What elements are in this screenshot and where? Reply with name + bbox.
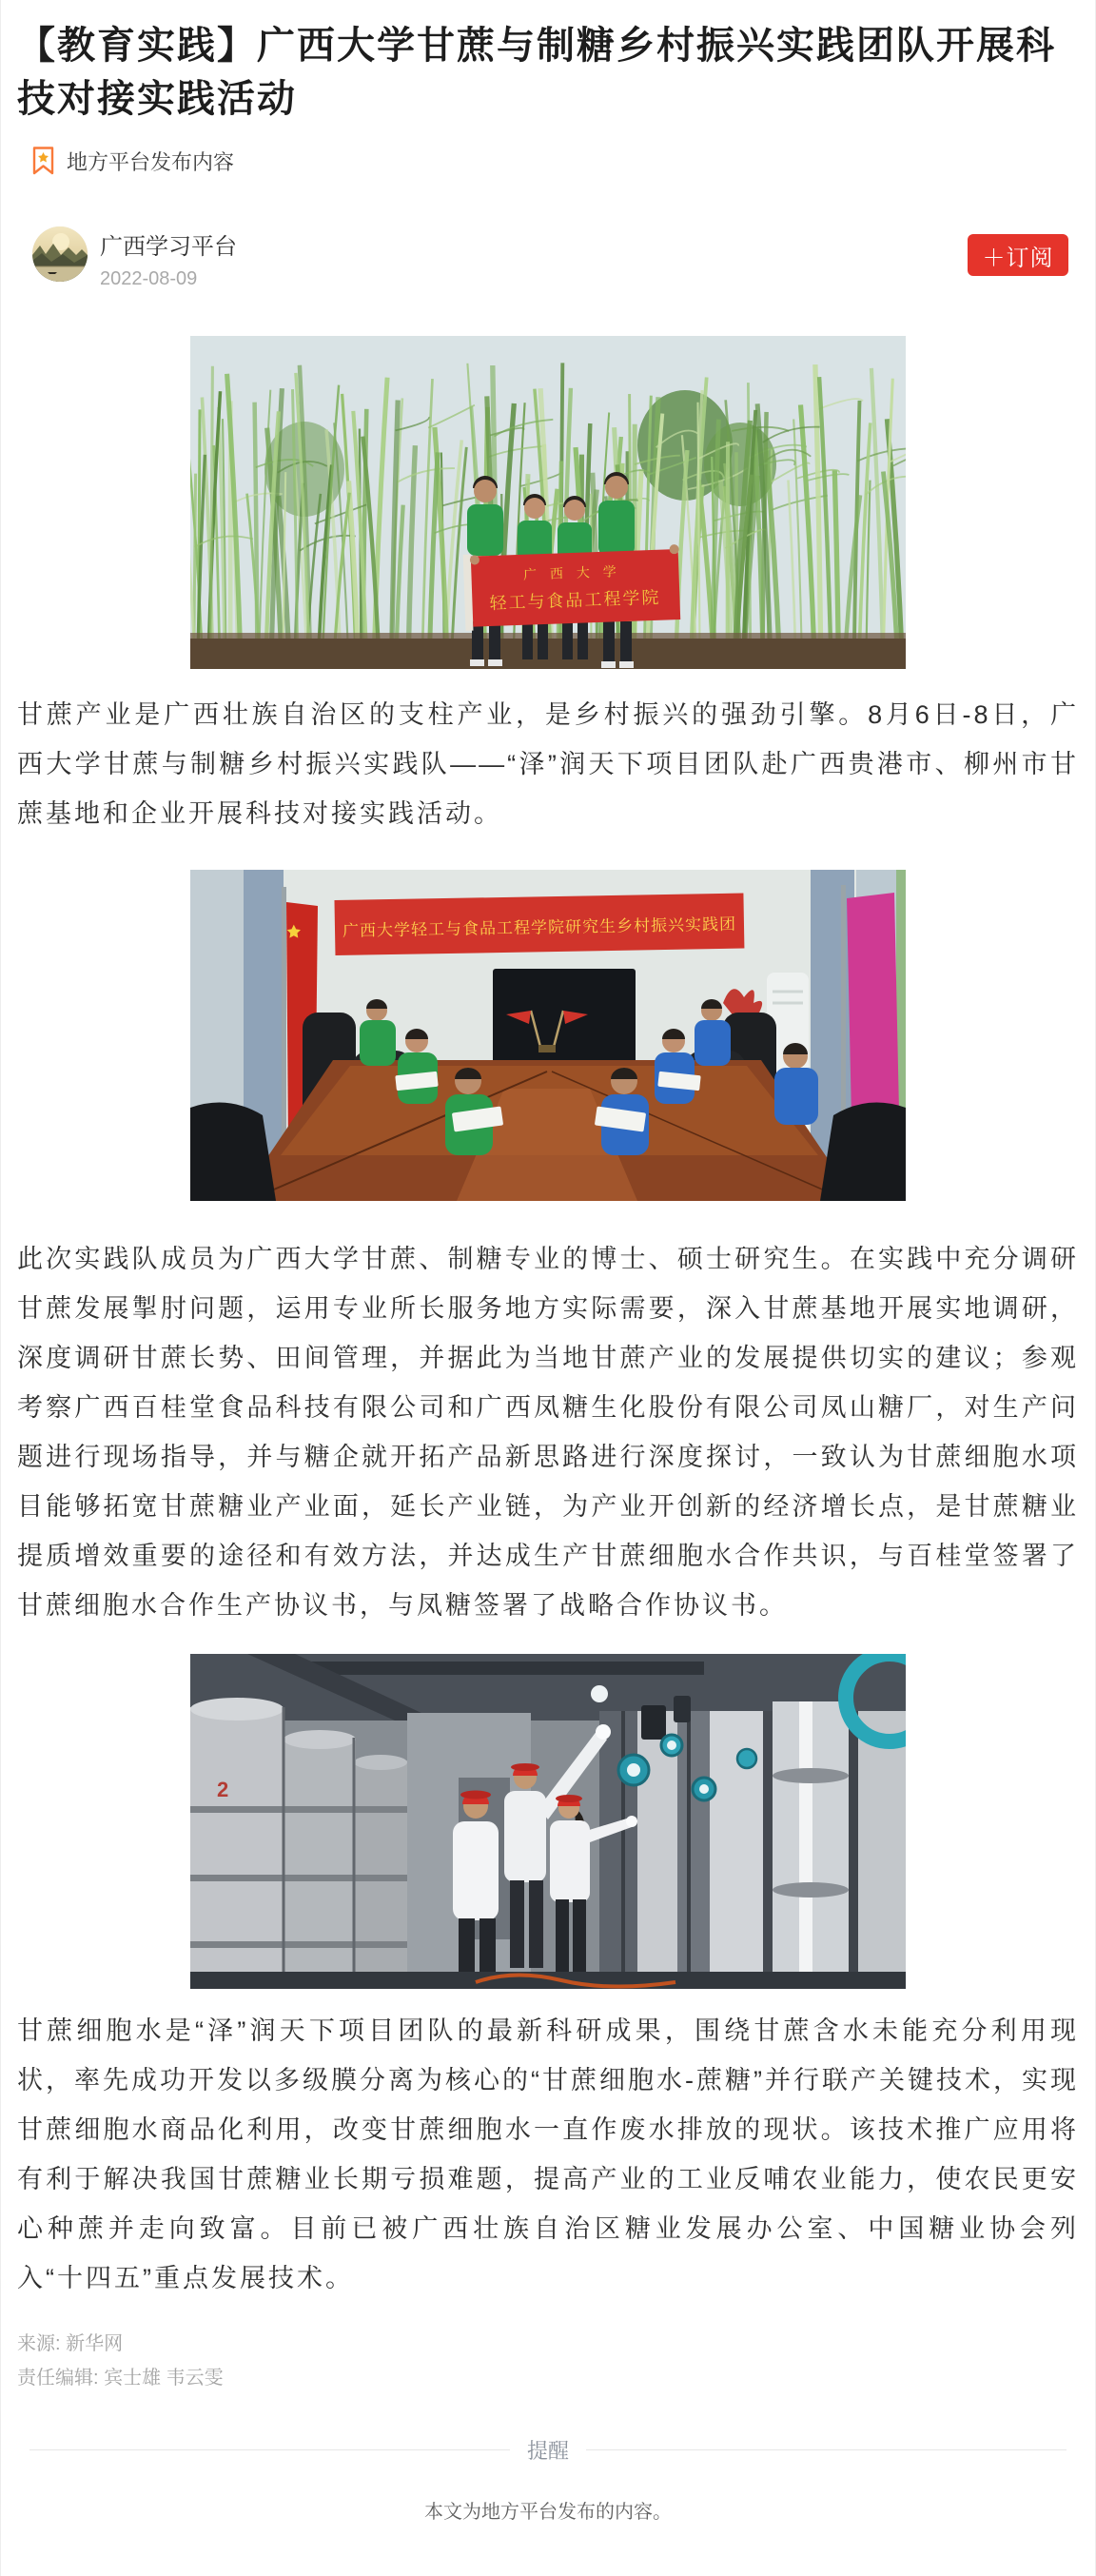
banner-line-2: 轻工与食品工程学院 (489, 587, 661, 613)
article-photo-meeting-room[interactable] (17, 870, 1079, 1201)
paragraph-3: 甘蔗细胞水是“泽”润天下项目团队的最新科研成果，围绕甘蔗含水未能充分利用现状，率先成功开发以多级膜分离为核心的“甘蔗细胞水-蔗糖”并行联产关键技术，实现甘蔗细胞水商品化利用，改变甘蔗细胞水一直作废水排放的现状。该技术推广应用将有利于解决我国甘蔗糖业长期亏损难题，提高产业的工业反哺农业能力，使农民更安心种蔗并走向致富。目前已被广西壮族自治区糖业发展办公室、中国糖业协会列入“十四五”重点发展技术。 (17, 2016, 1079, 2292)
paragraph-1: 甘蔗产业是广西壮族自治区的支柱产业，是乡村振兴的强劲引擎。8月6日-8日，广西大学甘蔗与制糖乡村振兴实践队——“泽”润天下项目团队赴广西贵港市、柳州市甘蔗基地和企业开展科技对接实践活动。 (17, 700, 1079, 828)
article-photo-factory[interactable] (17, 1654, 1079, 1989)
meeting-banner-text: 广西大学轻工与食品工程学院研究生乡村振兴实践团 (342, 914, 737, 940)
author-row (32, 226, 1079, 289)
divider-line-left (29, 2449, 510, 2450)
sugarcane-field-illustration (190, 336, 906, 669)
badge-label: 地方平台发布内容 (67, 149, 235, 174)
footer-note: 本文为地方平台发布的内容。 (424, 2502, 672, 2523)
meeting-banner (334, 894, 744, 955)
factory-illustration (190, 1654, 906, 1989)
author-name[interactable]: 广西学习平台 (100, 234, 237, 260)
source-line: 来源: 新华网 (17, 2333, 124, 2354)
reminder-divider (29, 2435, 1067, 2464)
editor-line: 责任编辑: 宾士雄 韦云雯 (17, 2368, 224, 2389)
avatar-landscape-image (32, 226, 88, 282)
article-photo-sugarcane-field[interactable] (17, 336, 1079, 669)
banner-guangxi-university (463, 544, 682, 631)
article-title: 【教育实践】广西大学甘蔗与制糖乡村振兴实践团队开展科技对接实践活动 (17, 25, 1056, 120)
platform-badge (32, 147, 1079, 175)
footer (1, 2389, 1095, 2524)
bookmark-star-icon (32, 147, 54, 175)
paragraph-2: 此次实践队成员为广西大学甘蔗、制糖专业的博士、硕士研究生。在实践中充分调研甘蔗发展掣肘问题，运用专业所长服务地方实际需要，深入甘蔗基地开展实地调研，深度调研甘蔗长势、田间管理，并据此为当地甘蔗产业的发展提供切实的建议；参观考察广西百桂堂食品科技有限公司和广西凤糖生化股份有限公司凤山糖厂，对生产问题进行现场指导，并与糖企就开拓产品新思路进行深度探讨，一致认为甘蔗细胞水项目能够拓宽甘蔗糖业产业面，延长产业链，为产业开创新的经济增长点，是甘蔗糖业提质增效重要的途径和有效方法，并达成生产甘蔗细胞水合作共识，与百桂堂签署了甘蔗细胞水合作生产协议书，与凤糖签署了战略合作协议书。 (17, 1245, 1079, 1620)
svg-text:2: 2 (217, 1778, 229, 1801)
banner-line-1: 广 西 大 学 (522, 563, 622, 582)
author-avatar[interactable] (32, 226, 88, 282)
divider-line-right (586, 2449, 1067, 2450)
meeting-room-illustration (190, 870, 906, 1201)
reminder-label: 提醒 (527, 2438, 570, 2463)
subscribe-button[interactable]: ＋订阅 (968, 234, 1068, 276)
publish-date: 2022-08-09 (100, 268, 198, 289)
